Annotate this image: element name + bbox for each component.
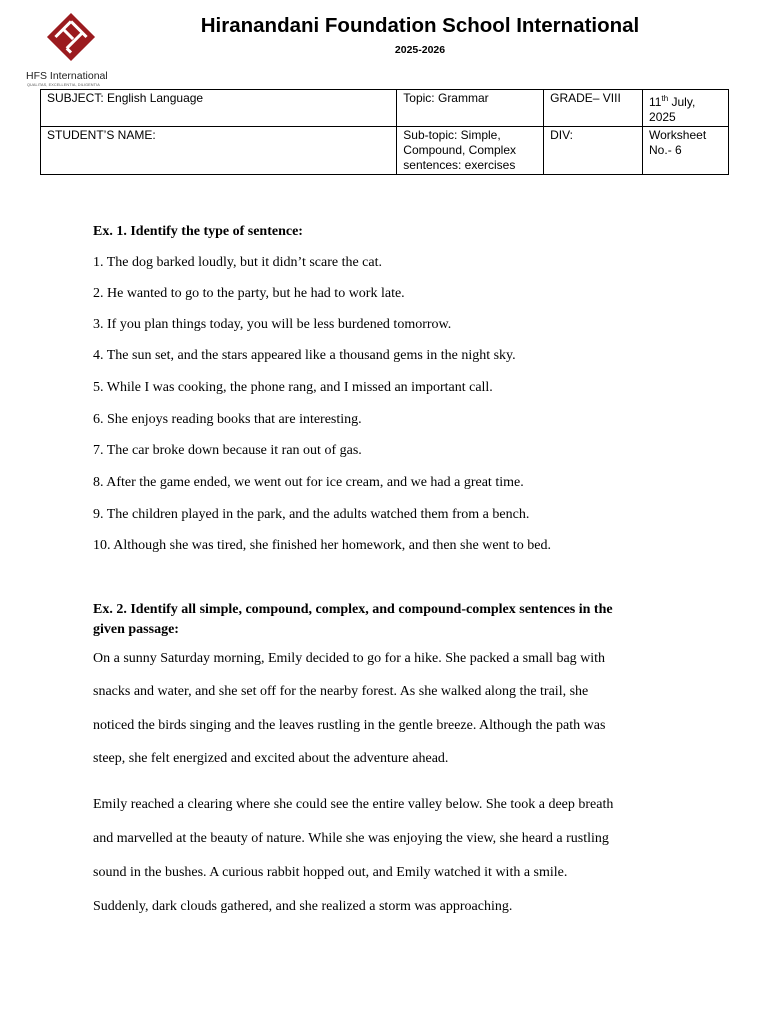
subject-cell: SUBJECT: English Language [41,90,397,127]
logo-name: HFS International [26,70,108,82]
info-row [41,127,729,175]
logo-motto: QUALITAS, EXCELLENTIA, DILIGENTIA [27,83,100,87]
div-cell: DIV: [544,127,643,175]
passage-line: On a sunny Saturday morning, Emily decided to go for a hike. She packed a small bag with [93,651,606,666]
hfs-logo-icon [46,12,96,62]
exercise-2-heading-line2: given passage: [93,622,179,637]
exercise-2-heading-line1: Ex. 2. Identify all simple, compound, complex, and compound-complex sentences in the [93,602,613,617]
exercise-1-heading: Ex. 1. Identify the type of sentence: [93,224,303,239]
list-item: 1. The dog barked loudly, but it didn’t scare the cat. [93,255,383,270]
list-item: 7. The car broke down because it ran out of gas. [93,443,362,458]
list-item: 4. The sun set, and the stars appeared like a thousand gems in the night sky. [93,348,516,363]
passage-line: snacks and water, and she set off for the nearby forest. As she walked along the trail, she [93,684,589,699]
info-row [41,90,729,127]
subtopic-cell: Sub-topic: Simple, Compound, Complex sentences: exercises [397,127,544,175]
list-item: 10. Although she was tired, she finished her homework, and then she went to bed. [93,538,552,553]
passage-line: sound in the bushes. A curious rabbit hopped out, and Emily watched it with a smile. [93,865,568,880]
date-day: 11 [649,95,662,109]
passage-line: Emily reached a clearing where she could see the entire valley below. She took a deep breath [93,797,614,812]
list-item: 6. She enjoys reading books that are interesting. [93,412,362,427]
passage-line: noticed the birds singing and the leaves rustling in the gentle breeze. Although the path was [93,718,606,733]
passage-line: Suddenly, dark clouds gathered, and she realized a storm was approaching. [93,899,513,914]
passage-line: and marvelled at the beauty of nature. While she was enjoying the view, she heard a rustling [93,831,609,846]
topic-cell: Topic: Grammar [397,90,544,127]
academic-year: 2025-2026 [394,44,446,56]
date-suffix: th [661,94,669,103]
worksheet-info-table [40,89,729,175]
grade-cell: GRADE– VIII [544,90,643,127]
list-item: 3. If you plan things today, you will be less burdened tomorrow. [93,317,452,332]
student-name-cell: STUDENT’S NAME: [41,127,397,175]
school-logo [24,10,124,86]
date-cell [643,90,729,127]
date-rest: July, 2025 [649,95,696,124]
passage-line: steep, she felt energized and excited about the adventure ahead. [93,751,449,766]
list-item: 2. He wanted to go to the party, but he had to work late. [93,286,405,301]
list-item: 5. While I was cooking, the phone rang, and I missed an important call. [93,380,493,395]
list-item: 8. After the game ended, we went out for ice cream, and we had a great time. [93,475,524,490]
school-name: Hiranandani Foundation School International [200,14,640,37]
worksheet-number-cell: Worksheet No.- 6 [643,127,729,175]
list-item: 9. The children played in the park, and the adults watched them from a bench. [93,507,530,522]
